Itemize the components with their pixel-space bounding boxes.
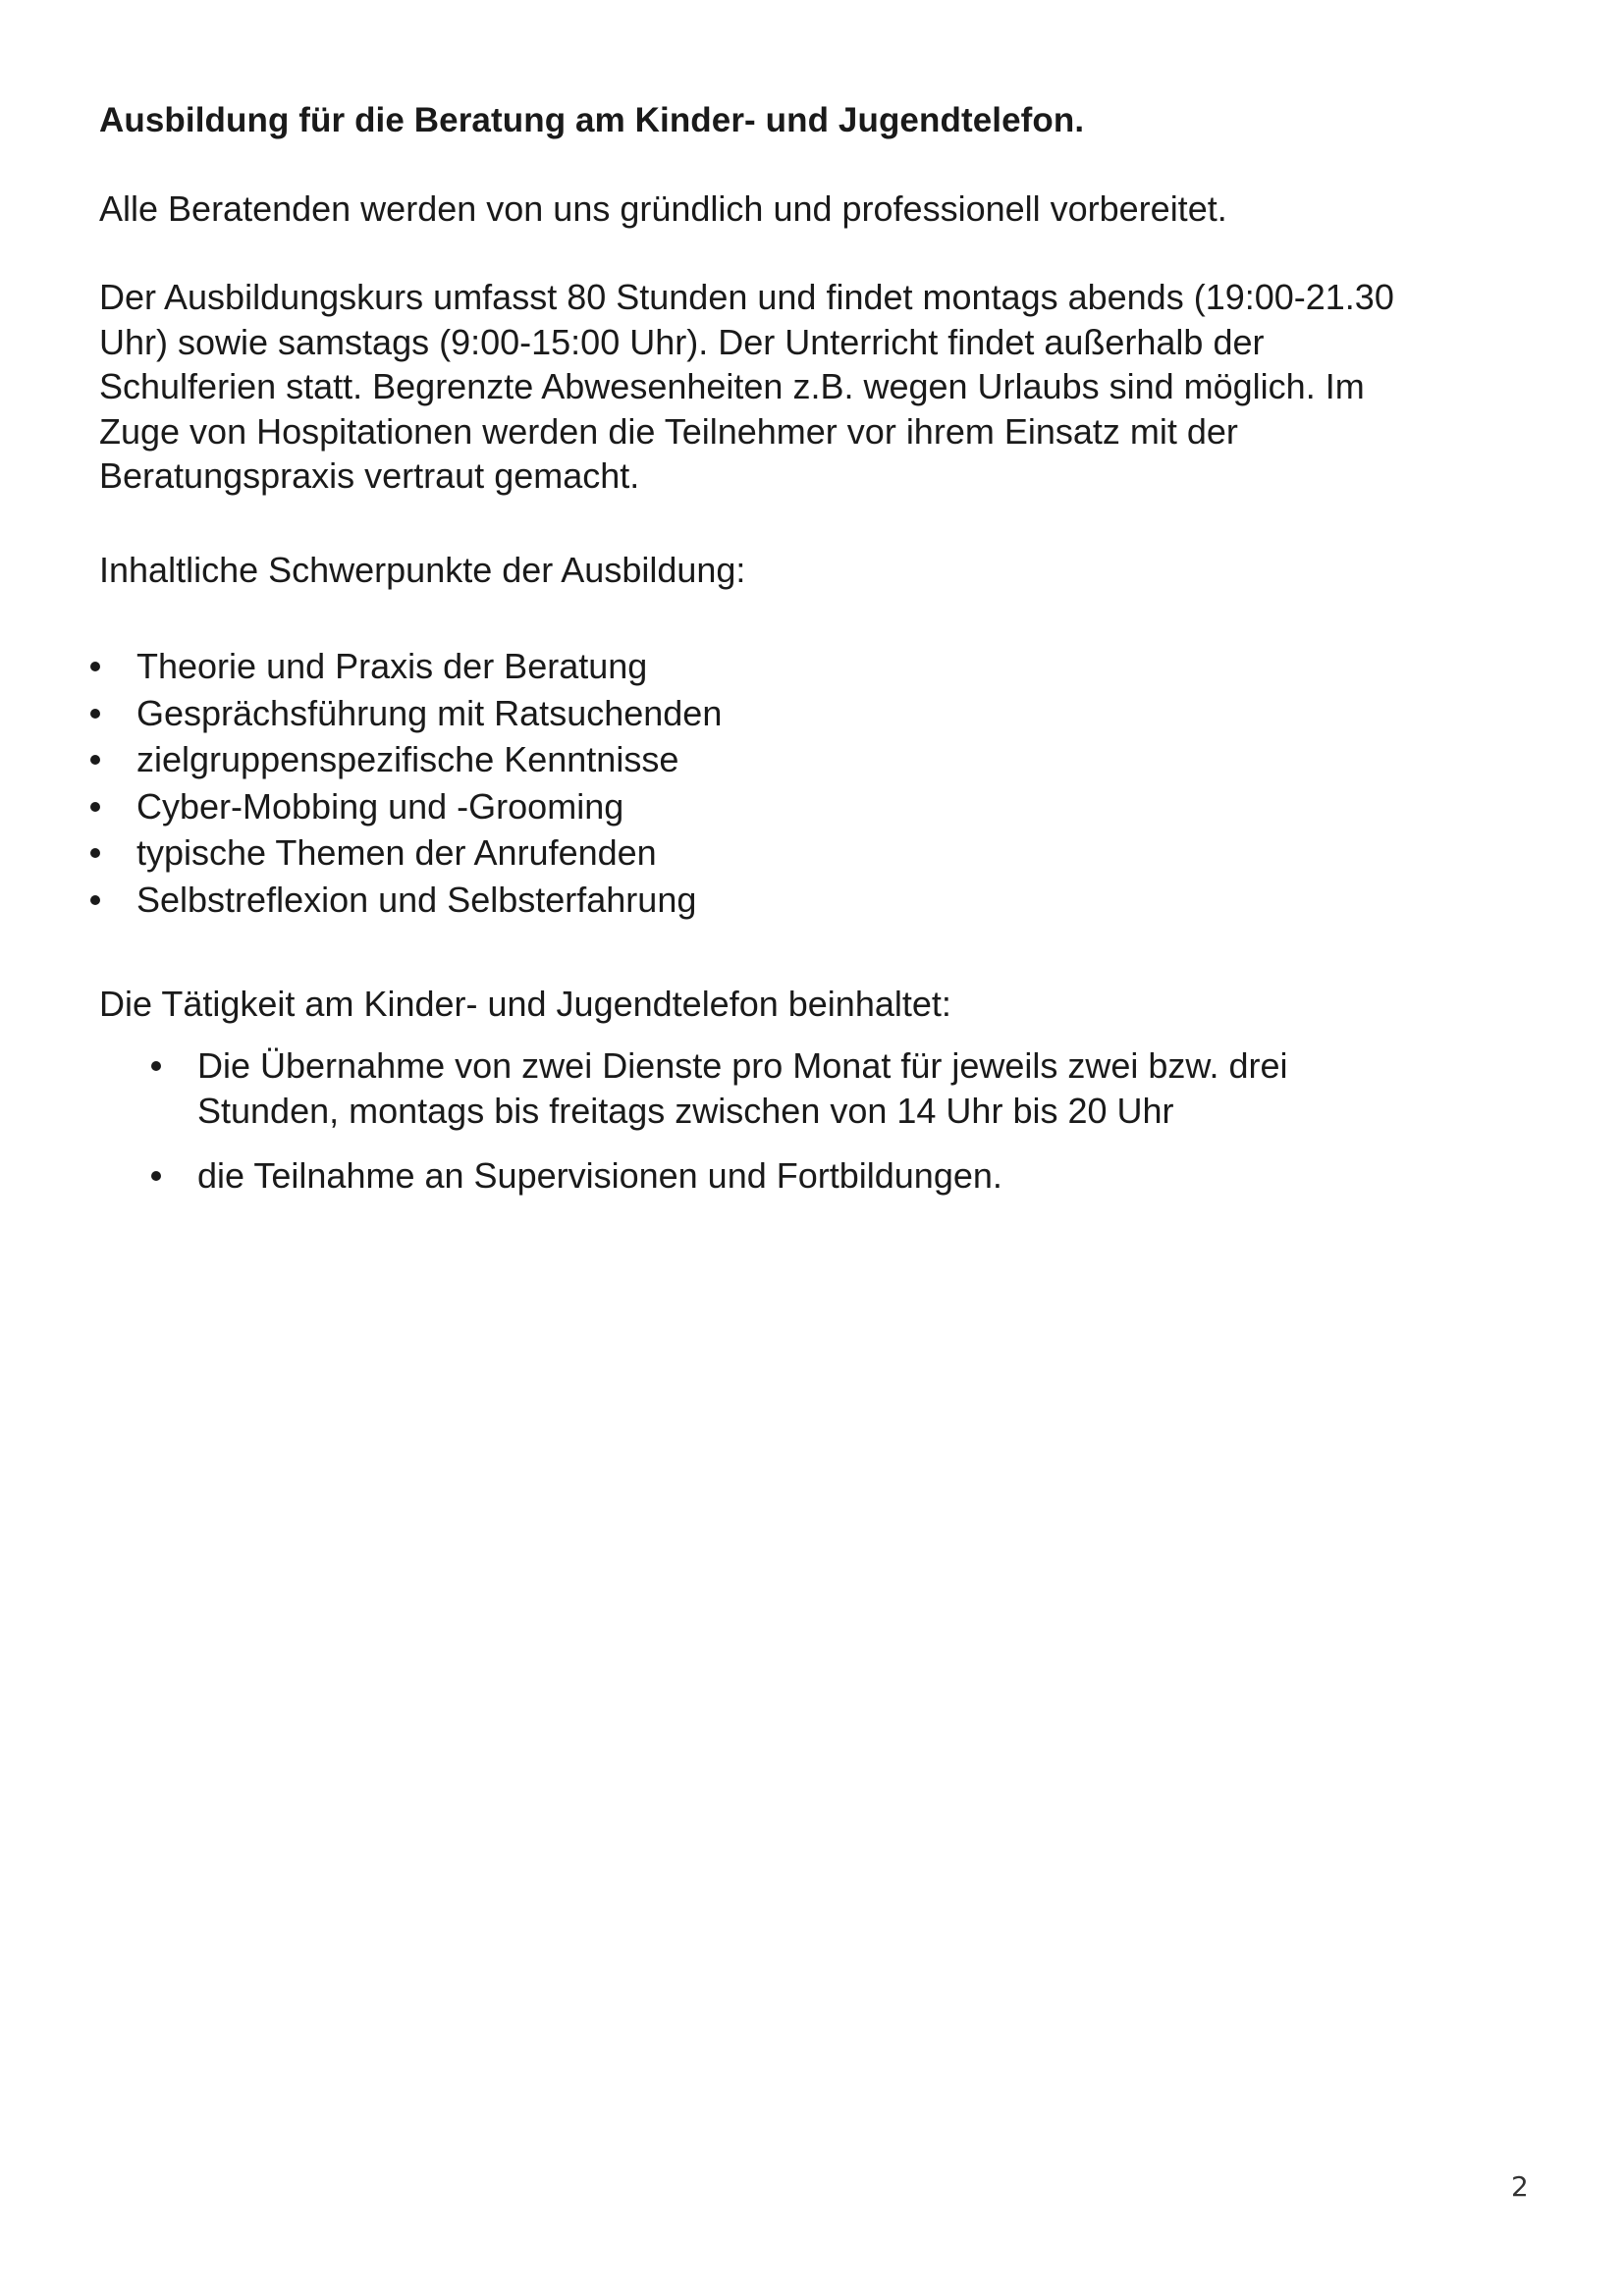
list-item — [0, 690, 722, 737]
activity-list — [0, 1043, 1473, 1199]
bullet-icon — [151, 1061, 161, 1071]
course-line: Schulferien statt. Begrenzte Abwesenheiten z.B. wegen Urlaubs sind möglich. Im — [99, 366, 1365, 406]
list-item — [0, 783, 722, 830]
bullet-icon — [90, 848, 100, 858]
bullet-icon — [90, 895, 100, 905]
focus-heading: Inhaltliche Schwerpunkte der Ausbildung: — [99, 550, 746, 590]
list-item-text: Selbstreflexion und Selbsterfahrung — [136, 879, 697, 920]
bullet-icon — [151, 1171, 161, 1181]
activity-heading: Die Tätigkeit am Kinder- und Jugendtelefon beinhaltet: — [99, 984, 951, 1024]
list-item — [0, 643, 722, 690]
list-item-text: zielgruppenspezifische Kenntnisse — [136, 739, 679, 779]
page-title: Ausbildung für die Beratung am Kinder- und Jugendtelefon. — [99, 101, 1085, 139]
list-item-line: die Teilnahme an Supervisionen und Fortbildungen. — [197, 1155, 1002, 1196]
list-item-text: typische Themen der Anrufenden — [136, 832, 657, 873]
list-item-line: Die Übernahme von zwei Dienste pro Monat für jeweils zwei bzw. drei — [197, 1045, 1288, 1086]
list-item — [0, 829, 722, 877]
page-number: 2 — [1511, 2170, 1529, 2203]
bullet-icon — [90, 802, 100, 812]
course-line: Der Ausbildungskurs umfasst 80 Stunden und findet montags abends (19:00-21.30 — [99, 277, 1394, 317]
course-line: Uhr) sowie samstags (9:00-15:00 Uhr). Der Unterricht findet außerhalb der — [99, 321, 1265, 362]
list-item-text: Cyber-Mobbing und -Grooming — [136, 785, 624, 827]
course-paragraph — [99, 275, 1533, 499]
list-item — [0, 736, 722, 783]
list-item — [0, 877, 722, 924]
list-item-text: Gesprächsführung mit Ratsuchenden — [136, 692, 723, 733]
list-item-line: Stunden, montags bis freitags zwischen von 14 Uhr bis 20 Uhr — [197, 1090, 1174, 1131]
list-item-text: Theorie und Praxis der Beratung — [136, 646, 648, 686]
bullet-icon — [90, 662, 100, 671]
course-line: Beratungspraxis vertraut gemacht. — [99, 455, 640, 496]
list-item — [0, 1043, 1415, 1133]
course-line: Zuge von Hospitationen werden die Teilnehmer vor ihrem Einsatz mit der — [99, 410, 1238, 452]
bullet-icon — [90, 709, 100, 719]
list-item — [0, 1153, 1415, 1199]
bullet-icon — [90, 755, 100, 765]
focus-list — [0, 643, 722, 923]
intro-paragraph: Alle Beratenden werden von uns gründlich und professionell vorbereitet. — [99, 188, 1227, 229]
